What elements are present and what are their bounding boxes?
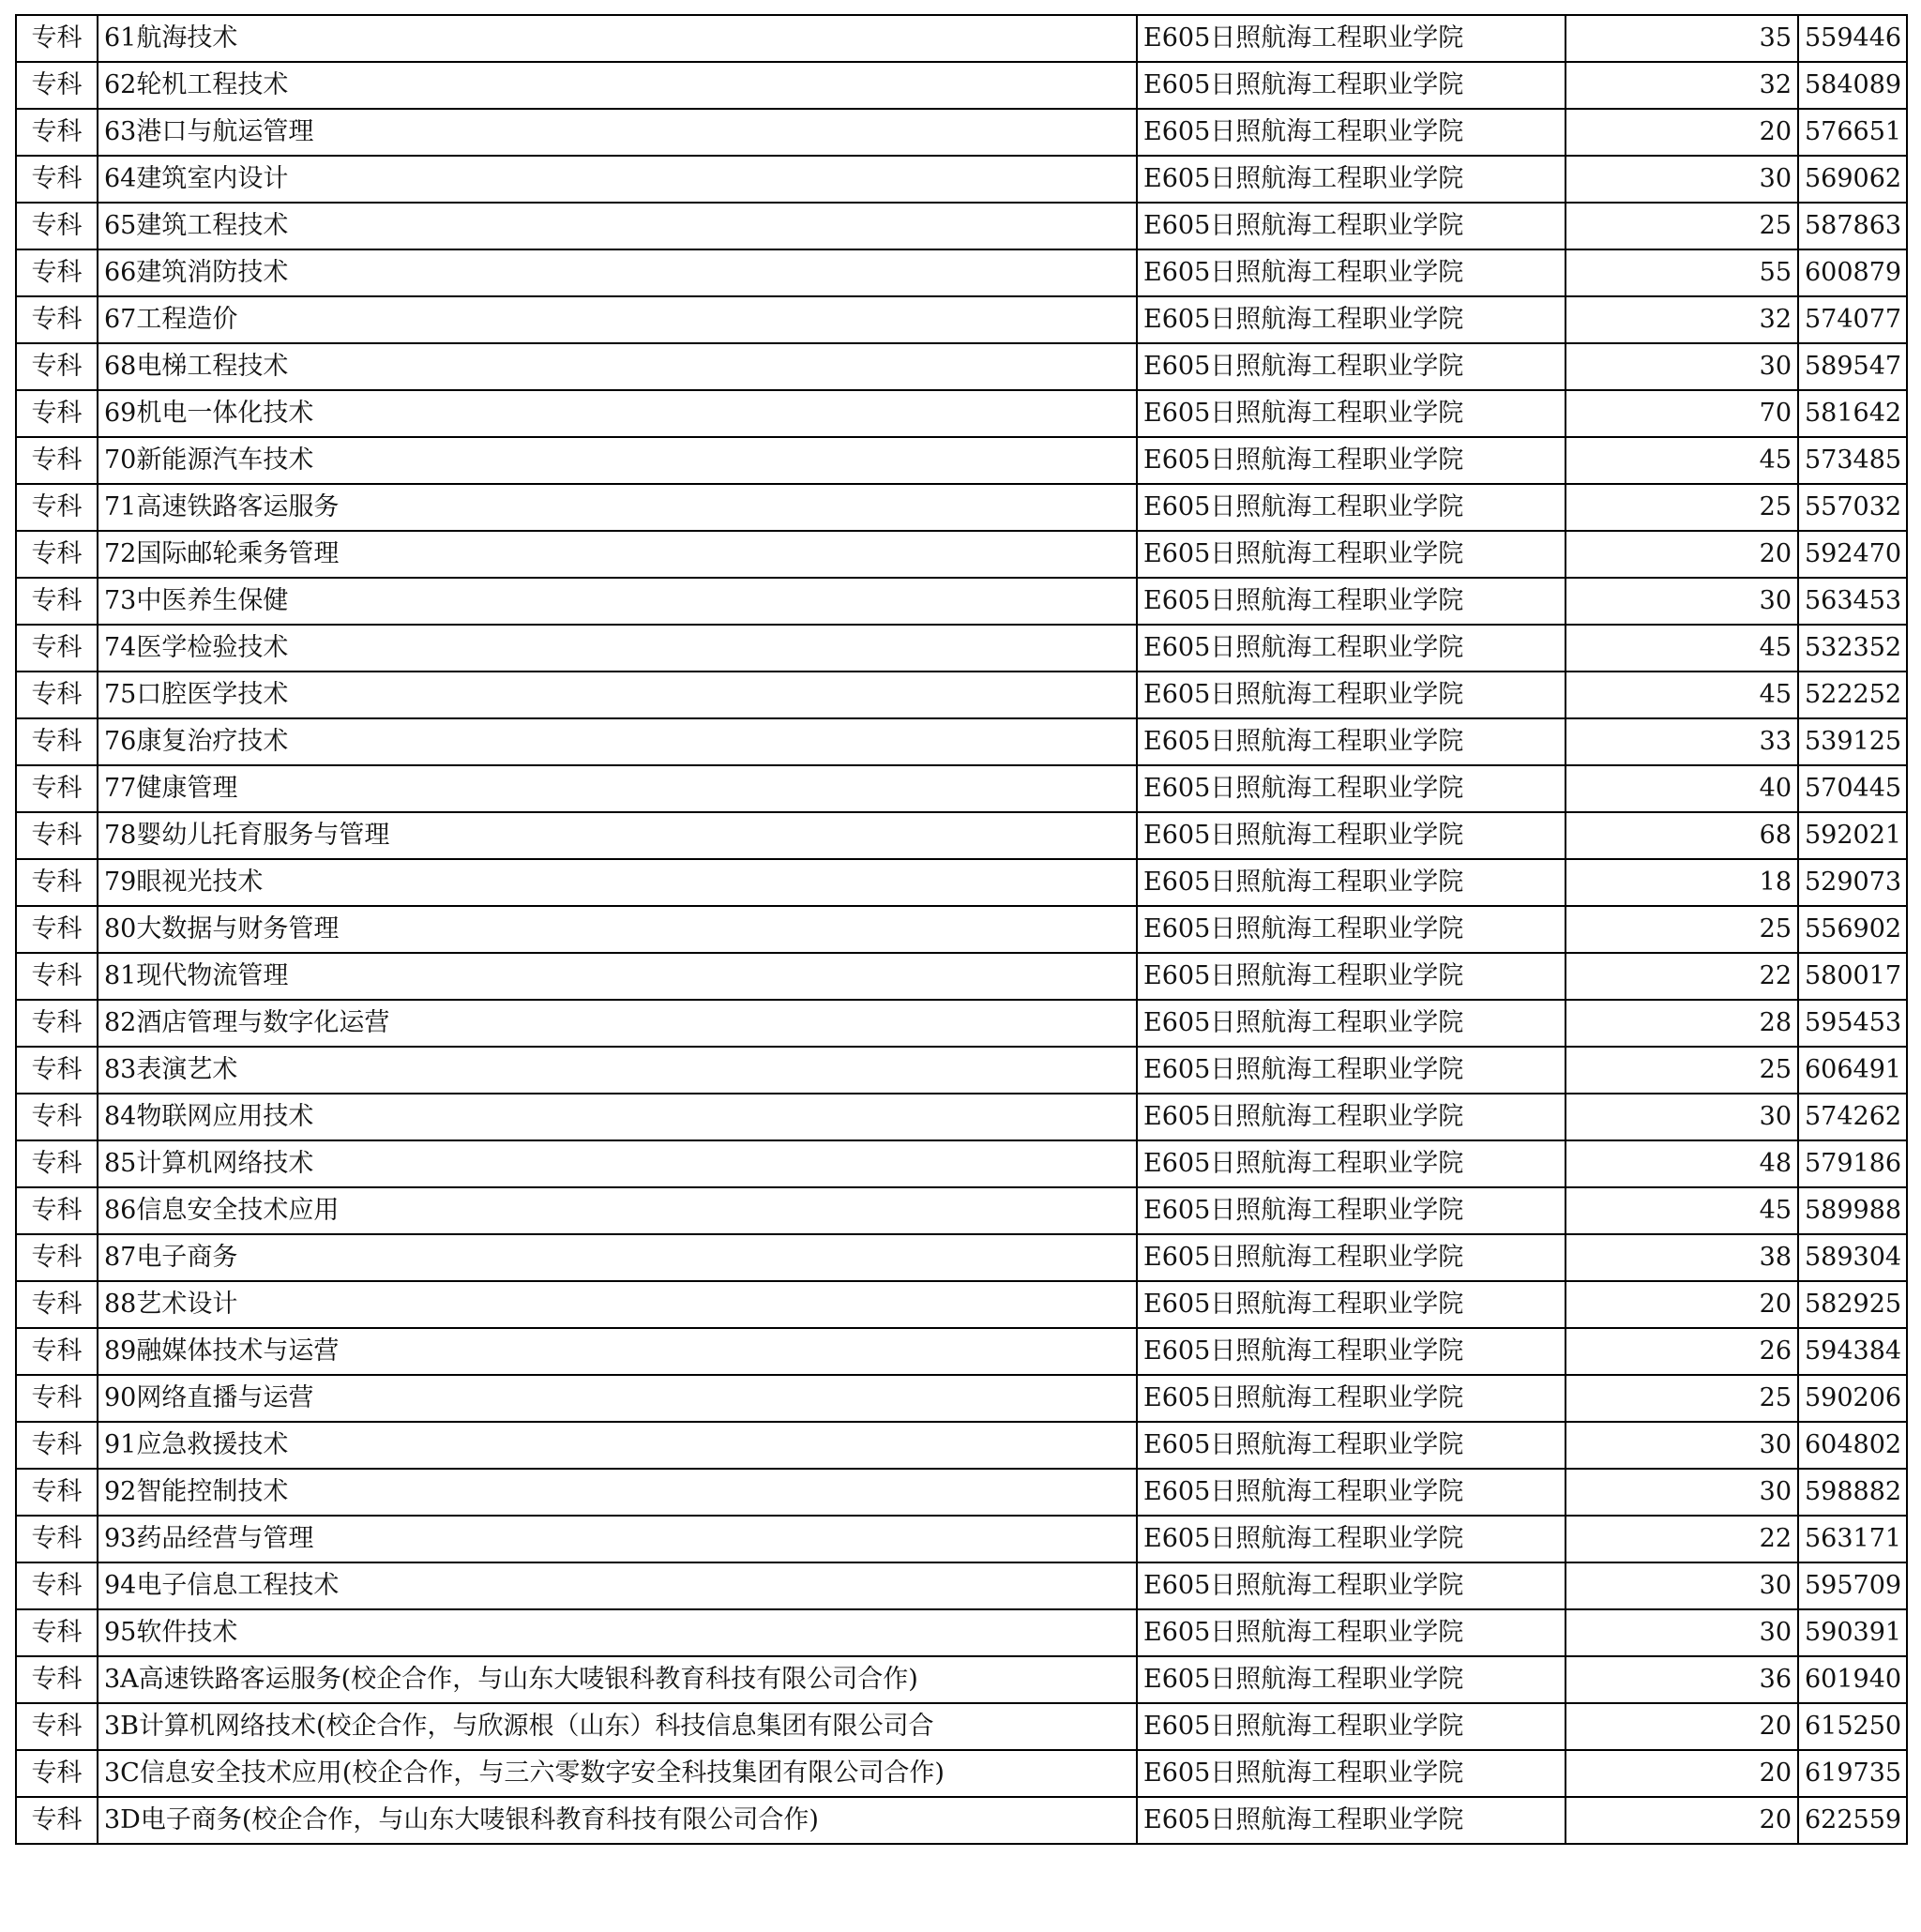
level-cell: 专科 (16, 765, 98, 812)
major-cell: 87电子商务 (98, 1234, 1137, 1281)
school-cell: E605日照航海工程职业学院 (1137, 203, 1566, 249)
table-row (16, 390, 1907, 437)
plan-count-cell: 20 (1566, 109, 1798, 156)
plan-count-cell: 30 (1566, 578, 1798, 625)
level-cell: 专科 (16, 578, 98, 625)
rank-score-cell: 557032 (1798, 484, 1907, 531)
table-row (16, 1797, 1907, 1844)
plan-count-cell: 28 (1566, 1000, 1798, 1047)
school-cell: E605日照航海工程职业学院 (1137, 1375, 1566, 1422)
table-row (16, 1750, 1907, 1797)
school-cell: E605日照航海工程职业学院 (1137, 1703, 1566, 1750)
rank-score-cell: 573485 (1798, 437, 1907, 484)
rank-score-cell: 559446 (1798, 15, 1907, 62)
school-cell: E605日照航海工程职业学院 (1137, 1234, 1566, 1281)
table-row (16, 484, 1907, 531)
major-cell: 69机电一体化技术 (98, 390, 1137, 437)
major-cell: 72国际邮轮乘务管理 (98, 531, 1137, 578)
plan-count-cell: 48 (1566, 1140, 1798, 1187)
school-cell: E605日照航海工程职业学院 (1137, 1187, 1566, 1234)
rank-score-cell: 615250 (1798, 1703, 1907, 1750)
major-cell: 88艺术设计 (98, 1281, 1137, 1328)
major-cell: 68电梯工程技术 (98, 343, 1137, 390)
level-cell: 专科 (16, 1094, 98, 1140)
level-cell: 专科 (16, 718, 98, 765)
level-cell: 专科 (16, 343, 98, 390)
school-cell: E605日照航海工程职业学院 (1137, 1750, 1566, 1797)
rank-score-cell: 606491 (1798, 1047, 1907, 1094)
school-cell: E605日照航海工程职业学院 (1137, 1422, 1566, 1469)
level-cell: 专科 (16, 1000, 98, 1047)
level-cell: 专科 (16, 953, 98, 1000)
rank-score-cell: 592021 (1798, 812, 1907, 859)
plan-count-cell: 30 (1566, 1562, 1798, 1609)
rank-score-cell: 570445 (1798, 765, 1907, 812)
plan-count-cell: 20 (1566, 1750, 1798, 1797)
school-cell: E605日照航海工程职业学院 (1137, 62, 1566, 109)
plan-count-cell: 30 (1566, 1609, 1798, 1656)
level-cell: 专科 (16, 1656, 98, 1703)
major-cell: 70新能源汽车技术 (98, 437, 1137, 484)
table-row (16, 1047, 1907, 1094)
plan-count-cell: 22 (1566, 953, 1798, 1000)
major-cell: 84物联网应用技术 (98, 1094, 1137, 1140)
school-cell: E605日照航海工程职业学院 (1137, 859, 1566, 906)
level-cell: 专科 (16, 625, 98, 672)
level-cell: 专科 (16, 1562, 98, 1609)
level-cell: 专科 (16, 1516, 98, 1562)
school-cell: E605日照航海工程职业学院 (1137, 1656, 1566, 1703)
table-row (16, 812, 1907, 859)
level-cell: 专科 (16, 672, 98, 718)
plan-count-cell: 20 (1566, 1703, 1798, 1750)
plan-count-cell: 38 (1566, 1234, 1798, 1281)
major-cell: 75口腔医学技术 (98, 672, 1137, 718)
major-cell: 3B计算机网络技术(校企合作，与欣源根（山东）科技信息集团有限公司合 (98, 1703, 1137, 1750)
major-cell: 67工程造价 (98, 296, 1137, 343)
rank-score-cell: 604802 (1798, 1422, 1907, 1469)
plan-count-cell: 68 (1566, 812, 1798, 859)
school-cell: E605日照航海工程职业学院 (1137, 812, 1566, 859)
table-row (16, 625, 1907, 672)
table-row (16, 1422, 1907, 1469)
rank-score-cell: 589988 (1798, 1187, 1907, 1234)
plan-count-cell: 30 (1566, 343, 1798, 390)
level-cell: 专科 (16, 1047, 98, 1094)
major-cell: 89融媒体技术与运营 (98, 1328, 1137, 1375)
rank-score-cell: 529073 (1798, 859, 1907, 906)
table-row (16, 1375, 1907, 1422)
major-cell: 77健康管理 (98, 765, 1137, 812)
table-row (16, 437, 1907, 484)
table-row (16, 62, 1907, 109)
level-cell: 专科 (16, 906, 98, 953)
level-cell: 专科 (16, 437, 98, 484)
school-cell: E605日照航海工程职业学院 (1137, 953, 1566, 1000)
level-cell: 专科 (16, 109, 98, 156)
table-row (16, 296, 1907, 343)
school-cell: E605日照航海工程职业学院 (1137, 484, 1566, 531)
table-row (16, 906, 1907, 953)
rank-score-cell: 590391 (1798, 1609, 1907, 1656)
rank-score-cell: 582925 (1798, 1281, 1907, 1328)
rank-score-cell: 622559 (1798, 1797, 1907, 1844)
plan-count-cell: 25 (1566, 203, 1798, 249)
plan-count-cell: 18 (1566, 859, 1798, 906)
level-cell: 专科 (16, 156, 98, 203)
major-cell: 79眼视光技术 (98, 859, 1137, 906)
school-cell: E605日照航海工程职业学院 (1137, 343, 1566, 390)
rank-score-cell: 584089 (1798, 62, 1907, 109)
rank-score-cell: 590206 (1798, 1375, 1907, 1422)
major-cell: 83表演艺术 (98, 1047, 1137, 1094)
level-cell: 专科 (16, 1375, 98, 1422)
table-row (16, 1703, 1907, 1750)
major-cell: 92智能控制技术 (98, 1469, 1137, 1516)
level-cell: 专科 (16, 1187, 98, 1234)
major-cell: 3D电子商务(校企合作，与山东大唛银科教育科技有限公司合作) (98, 1797, 1137, 1844)
major-cell: 66建筑消防技术 (98, 249, 1137, 296)
school-cell: E605日照航海工程职业学院 (1137, 1609, 1566, 1656)
plan-count-cell: 30 (1566, 156, 1798, 203)
level-cell: 专科 (16, 62, 98, 109)
school-cell: E605日照航海工程职业学院 (1137, 15, 1566, 62)
major-cell: 3A高速铁路客运服务(校企合作，与山东大唛银科教育科技有限公司合作) (98, 1656, 1137, 1703)
major-cell: 93药品经营与管理 (98, 1516, 1137, 1562)
plan-count-cell: 32 (1566, 62, 1798, 109)
level-cell: 专科 (16, 1422, 98, 1469)
rank-score-cell: 594384 (1798, 1328, 1907, 1375)
level-cell: 专科 (16, 1609, 98, 1656)
plan-count-cell: 45 (1566, 672, 1798, 718)
table-row (16, 578, 1907, 625)
level-cell: 专科 (16, 1750, 98, 1797)
table-row (16, 859, 1907, 906)
level-cell: 专科 (16, 812, 98, 859)
rank-score-cell: 581642 (1798, 390, 1907, 437)
plan-count-cell: 30 (1566, 1469, 1798, 1516)
plan-count-cell: 32 (1566, 296, 1798, 343)
level-cell: 专科 (16, 1140, 98, 1187)
school-cell: E605日照航海工程职业学院 (1137, 390, 1566, 437)
school-cell: E605日照航海工程职业学院 (1137, 249, 1566, 296)
plan-count-cell: 55 (1566, 249, 1798, 296)
rank-score-cell: 576651 (1798, 109, 1907, 156)
table-row (16, 109, 1907, 156)
school-cell: E605日照航海工程职业学院 (1137, 1328, 1566, 1375)
plan-count-cell: 20 (1566, 1281, 1798, 1328)
school-cell: E605日照航海工程职业学院 (1137, 765, 1566, 812)
school-cell: E605日照航海工程职业学院 (1137, 578, 1566, 625)
major-cell: 76康复治疗技术 (98, 718, 1137, 765)
plan-count-cell: 70 (1566, 390, 1798, 437)
major-cell: 65建筑工程技术 (98, 203, 1137, 249)
plan-count-cell: 20 (1566, 1797, 1798, 1844)
rank-score-cell: 589304 (1798, 1234, 1907, 1281)
major-cell: 71高速铁路客运服务 (98, 484, 1137, 531)
rank-score-cell: 539125 (1798, 718, 1907, 765)
plan-count-cell: 25 (1566, 1047, 1798, 1094)
level-cell: 专科 (16, 1469, 98, 1516)
school-cell: E605日照航海工程职业学院 (1137, 531, 1566, 578)
school-cell: E605日照航海工程职业学院 (1137, 906, 1566, 953)
table-body (16, 15, 1907, 1844)
table-row (16, 15, 1907, 62)
school-cell: E605日照航海工程职业学院 (1137, 1140, 1566, 1187)
plan-count-cell: 40 (1566, 765, 1798, 812)
school-cell: E605日照航海工程职业学院 (1137, 109, 1566, 156)
rank-score-cell: 563171 (1798, 1516, 1907, 1562)
plan-count-cell: 26 (1566, 1328, 1798, 1375)
level-cell: 专科 (16, 1797, 98, 1844)
level-cell: 专科 (16, 1281, 98, 1328)
table-row (16, 1234, 1907, 1281)
admissions-table (15, 14, 1908, 1845)
table-row (16, 1562, 1907, 1609)
major-cell: 81现代物流管理 (98, 953, 1137, 1000)
table-row (16, 1281, 1907, 1328)
plan-count-cell: 25 (1566, 484, 1798, 531)
rank-score-cell: 569062 (1798, 156, 1907, 203)
plan-count-cell: 35 (1566, 15, 1798, 62)
level-cell: 专科 (16, 1234, 98, 1281)
school-cell: E605日照航海工程职业学院 (1137, 718, 1566, 765)
table-row (16, 1516, 1907, 1562)
rank-score-cell: 598882 (1798, 1469, 1907, 1516)
major-cell: 82酒店管理与数字化运营 (98, 1000, 1137, 1047)
school-cell: E605日照航海工程职业学院 (1137, 156, 1566, 203)
level-cell: 专科 (16, 249, 98, 296)
major-cell: 64建筑室内设计 (98, 156, 1137, 203)
level-cell: 专科 (16, 859, 98, 906)
table-row (16, 765, 1907, 812)
rank-score-cell: 563453 (1798, 578, 1907, 625)
level-cell: 专科 (16, 1328, 98, 1375)
table-row (16, 1469, 1907, 1516)
table-row (16, 718, 1907, 765)
school-cell: E605日照航海工程职业学院 (1137, 437, 1566, 484)
table-row (16, 1140, 1907, 1187)
level-cell: 专科 (16, 390, 98, 437)
school-cell: E605日照航海工程职业学院 (1137, 672, 1566, 718)
rank-score-cell: 522252 (1798, 672, 1907, 718)
plan-count-cell: 45 (1566, 437, 1798, 484)
table-row (16, 1656, 1907, 1703)
table-row (16, 1000, 1907, 1047)
school-cell: E605日照航海工程职业学院 (1137, 625, 1566, 672)
level-cell: 专科 (16, 15, 98, 62)
rank-score-cell: 574077 (1798, 296, 1907, 343)
major-cell: 61航海技术 (98, 15, 1137, 62)
plan-count-cell: 33 (1566, 718, 1798, 765)
plan-count-cell: 45 (1566, 1187, 1798, 1234)
plan-count-cell: 25 (1566, 1375, 1798, 1422)
rank-score-cell: 556902 (1798, 906, 1907, 953)
rank-score-cell: 574262 (1798, 1094, 1907, 1140)
table-row (16, 953, 1907, 1000)
major-cell: 90网络直播与运营 (98, 1375, 1137, 1422)
school-cell: E605日照航海工程职业学院 (1137, 1281, 1566, 1328)
rank-score-cell: 601940 (1798, 1656, 1907, 1703)
major-cell: 95软件技术 (98, 1609, 1137, 1656)
table-row (16, 343, 1907, 390)
major-cell: 80大数据与财务管理 (98, 906, 1137, 953)
table-row (16, 1328, 1907, 1375)
major-cell: 73中医养生保健 (98, 578, 1137, 625)
plan-count-cell: 45 (1566, 625, 1798, 672)
major-cell: 91应急救援技术 (98, 1422, 1137, 1469)
table-row (16, 203, 1907, 249)
school-cell: E605日照航海工程职业学院 (1137, 1469, 1566, 1516)
school-cell: E605日照航海工程职业学院 (1137, 1000, 1566, 1047)
level-cell: 专科 (16, 531, 98, 578)
major-cell: 3C信息安全技术应用(校企合作，与三六零数字安全科技集团有限公司合作) (98, 1750, 1137, 1797)
major-cell: 62轮机工程技术 (98, 62, 1137, 109)
rank-score-cell: 587863 (1798, 203, 1907, 249)
rank-score-cell: 619735 (1798, 1750, 1907, 1797)
school-cell: E605日照航海工程职业学院 (1137, 296, 1566, 343)
table-row (16, 1187, 1907, 1234)
rank-score-cell: 589547 (1798, 343, 1907, 390)
table-row (16, 531, 1907, 578)
major-cell: 94电子信息工程技术 (98, 1562, 1137, 1609)
major-cell: 74医学检验技术 (98, 625, 1137, 672)
school-cell: E605日照航海工程职业学院 (1137, 1094, 1566, 1140)
table-row (16, 1094, 1907, 1140)
table-row (16, 1609, 1907, 1656)
plan-count-cell: 20 (1566, 531, 1798, 578)
major-cell: 86信息安全技术应用 (98, 1187, 1137, 1234)
plan-count-cell: 36 (1566, 1656, 1798, 1703)
rank-score-cell: 579186 (1798, 1140, 1907, 1187)
level-cell: 专科 (16, 296, 98, 343)
major-cell: 85计算机网络技术 (98, 1140, 1137, 1187)
school-cell: E605日照航海工程职业学院 (1137, 1516, 1566, 1562)
rank-score-cell: 580017 (1798, 953, 1907, 1000)
table-row (16, 672, 1907, 718)
school-cell: E605日照航海工程职业学院 (1137, 1562, 1566, 1609)
major-cell: 78婴幼儿托育服务与管理 (98, 812, 1137, 859)
rank-score-cell: 532352 (1798, 625, 1907, 672)
rank-score-cell: 592470 (1798, 531, 1907, 578)
level-cell: 专科 (16, 484, 98, 531)
level-cell: 专科 (16, 1703, 98, 1750)
plan-count-cell: 22 (1566, 1516, 1798, 1562)
table-row (16, 249, 1907, 296)
school-cell: E605日照航海工程职业学院 (1137, 1797, 1566, 1844)
plan-count-cell: 25 (1566, 906, 1798, 953)
table-row (16, 156, 1907, 203)
plan-count-cell: 30 (1566, 1422, 1798, 1469)
level-cell: 专科 (16, 203, 98, 249)
rank-score-cell: 595453 (1798, 1000, 1907, 1047)
rank-score-cell: 595709 (1798, 1562, 1907, 1609)
plan-count-cell: 30 (1566, 1094, 1798, 1140)
school-cell: E605日照航海工程职业学院 (1137, 1047, 1566, 1094)
rank-score-cell: 600879 (1798, 249, 1907, 296)
major-cell: 63港口与航运管理 (98, 109, 1137, 156)
